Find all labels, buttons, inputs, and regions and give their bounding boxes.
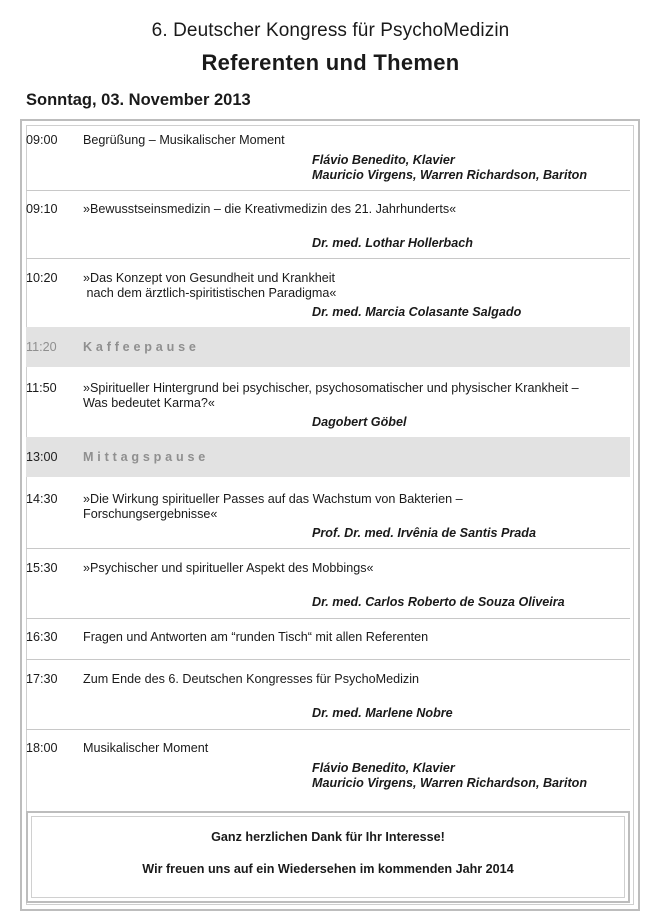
entry-speaker: Dr. med. Lothar Hollerbach [312,236,473,250]
entry-time: 09:00 [26,133,58,147]
divider [26,729,630,730]
page-title: Referenten und Themen [201,50,460,75]
pause-label: Kaffeepause [83,340,200,354]
entry-speaker: Dr. med. Marlene Nobre [312,706,453,720]
entry-time: 11:20 [26,340,57,354]
divider [26,618,630,619]
entry-topic: »Psychischer und spiritueller Aspekt des Mobbings« [83,561,374,575]
entry-topic-line-2: Was bedeutet Karma?« [83,396,215,410]
congress-title: 6. Deutscher Kongress für PsychoMedizin [151,20,510,41]
entry-time: 13:00 [26,450,58,464]
entry-topic-line-1: »Das Konzept von Gesundheit und Krankheit [83,271,336,285]
divider [26,258,630,259]
entry-time: 09:10 [26,202,58,216]
program-date: Sonntag, 03. November 2013 [26,91,251,109]
entry-time: 17:30 [26,672,58,686]
entry-time: 11:50 [26,381,57,395]
entry-speaker: Flávio Benedito, Klavier [312,761,455,775]
entry-topic: Begrüßung – Musikalischer Moment [83,133,285,147]
entry-speaker: Prof. Dr. med. Irvênia de Santis Prada [312,526,536,540]
entry-time: 15:30 [26,561,58,575]
entry-topic-line-1: »Die Wirkung spiritueller Passes auf das Wachstum von Bakterien – [83,492,463,506]
entry-speaker: Dagobert Göbel [312,415,407,429]
farewell-message: Wir freuen uns auf ein Wiedersehen im kommenden Jahr 2014 [142,862,514,876]
thanks-message: Ganz herzlichen Dank für Ihr Interesse! [211,830,445,844]
entry-topic-line-1: »Spiritueller Hintergrund bei psychischer, psychosomatischer und physischer Krankheit – [83,381,579,395]
entry-speaker: Flávio Benedito, Klavier [312,153,455,167]
entry-topic-line-2: nach dem ärztlich-spiritistischen Paradigma« [83,286,337,300]
pause-label: Mittagspause [83,450,210,464]
entry-topic: Fragen und Antworten am “runden Tisch“ mit allen Referenten [83,630,429,644]
entry-time: 14:30 [26,492,58,506]
entry-speaker: Mauricio Virgens, Warren Richardson, Bariton [312,168,588,182]
entry-speaker: Dr. med. Marcia Colasante Salgado [312,305,522,319]
entry-time: 10:20 [26,271,58,285]
coffee-break-row [26,327,630,367]
thanks-box [26,811,630,903]
lunch-break-row [26,437,630,477]
entry-topic: Zum Ende des 6. Deutschen Kongresses für PsychoMedizin [83,672,420,686]
entry-time: 18:00 [26,741,58,755]
entry-topic-line-2: Forschungsergebnisse« [83,507,218,521]
divider [26,548,630,549]
divider [26,190,630,191]
entry-time: 16:30 [26,630,58,644]
entry-topic: Musikalischer Moment [83,741,209,755]
entry-speaker: Dr. med. Carlos Roberto de Souza Oliveira [312,595,565,609]
entry-topic: »Bewusstseinsmedizin – die Kreativmedizin des 21. Jahrhunderts« [83,202,457,216]
entry-speaker: Mauricio Virgens, Warren Richardson, Bariton [312,776,588,790]
divider [26,659,630,660]
